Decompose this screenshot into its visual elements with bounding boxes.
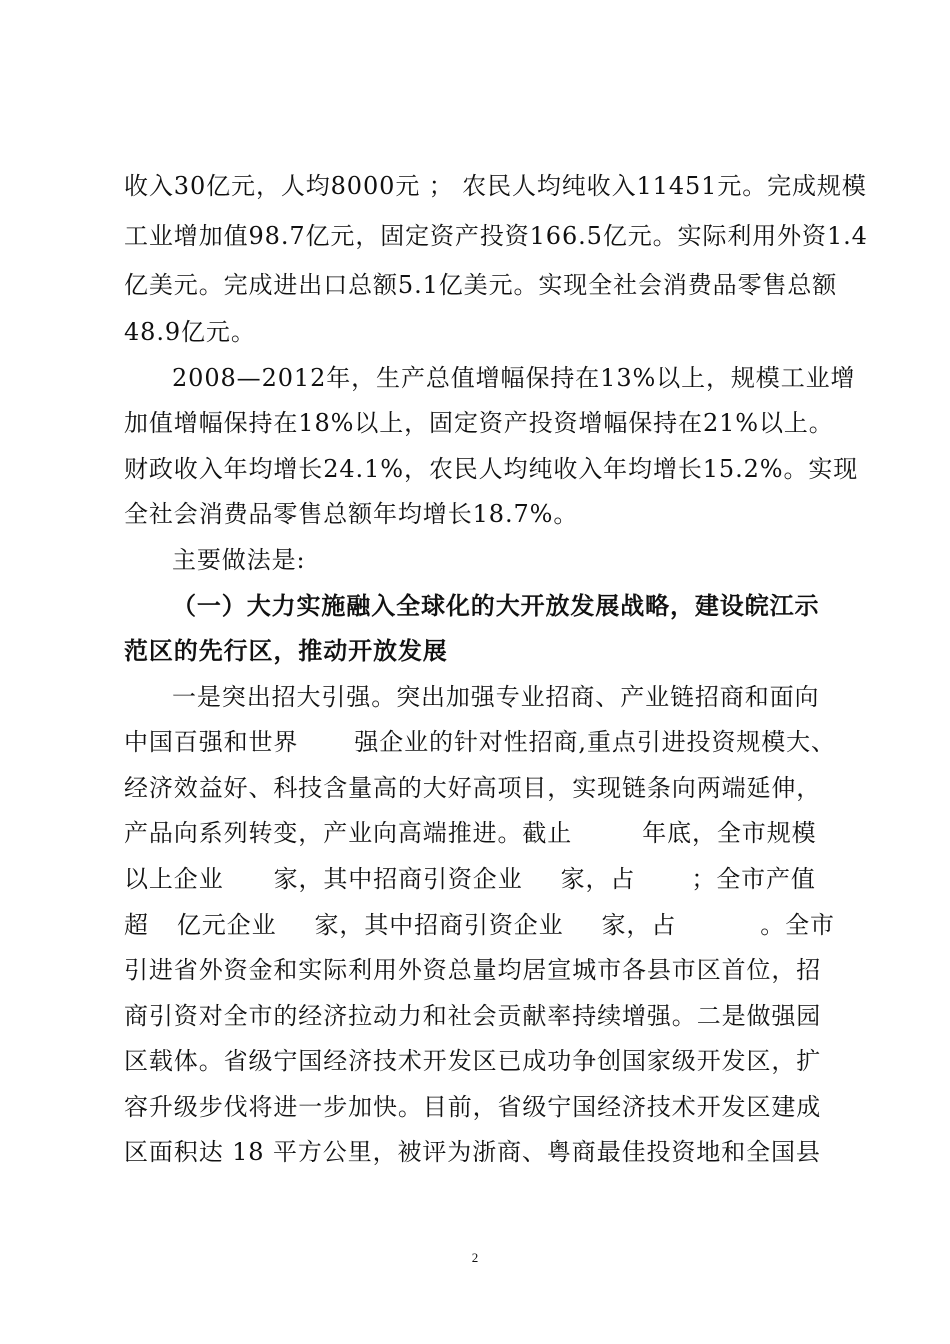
- text-fragment: 强企业的针对性招商,重点引进投资规模大、: [354, 728, 836, 756]
- page-number: 2: [471, 1250, 479, 1265]
- text-fragment: 家，其中招商引资企业: [314, 911, 564, 939]
- section-heading: （一）大力实施融入全球化的大开放发展战略，建设皖江示: [172, 592, 820, 620]
- text-line: 引进省外资金和实际利用外资总量均居宣城市各县市区首位，招: [124, 956, 822, 984]
- text-fragment: 年底，全市规模: [642, 819, 817, 847]
- text-fragment: 家，占: [560, 865, 636, 893]
- text-line: 收入30亿元，人均8000元 ； 农民人均纯收入11451元。完成规模: [124, 172, 867, 200]
- text-line: 区面积达 18 平方公里，被评为浙商、粤商最佳投资地和全国县: [124, 1138, 821, 1166]
- text-line: 亿美元。完成进出口总额5.1亿美元。实现全社会消费品零售总额: [124, 271, 838, 299]
- text-line: 一是突出招大引强。突出加强专业招商、产业链招商和面向: [172, 683, 820, 711]
- text-line: 财政收入年均增长24.1%，农民人均纯收入年均增长15.2%。实现: [124, 455, 859, 483]
- text-line: [124, 864, 834, 894]
- text-fragment: 中国百强和世界: [124, 728, 299, 756]
- text-fragment: 超: [124, 911, 149, 939]
- text-line: [124, 910, 834, 940]
- text-fragment: 以上企业: [124, 865, 224, 893]
- text-fragment: 亿元企业: [176, 911, 277, 939]
- text-fragment: 家，其中招商引资企业: [273, 865, 523, 893]
- text-line: 经济效益好、科技含量高的大好高项目，实现链条向两端延伸，: [124, 774, 822, 802]
- text-line: [124, 818, 834, 848]
- text-line: [124, 727, 834, 757]
- text-line: 2008—2012年，生产总值增幅保持在13%以上，规模工业增: [172, 364, 856, 392]
- text-fragment: 家，占: [601, 911, 677, 939]
- text-line: 48.9亿元。: [124, 318, 256, 346]
- text-line: 主要做法是:: [172, 546, 306, 574]
- text-line: 商引资对全市的经济拉动力和社会贡献率持续增强。二是做强园: [124, 1002, 822, 1030]
- text-line: 全社会消费品零售总额年均增长18.7%。: [124, 500, 579, 528]
- text-line: 区载体。省级宁国经济技术开发区已成功争创国家级开发区，扩: [124, 1047, 822, 1075]
- text-line: 工业增加值98.7亿元，固定资产投资166.5亿元。实际利用外资1.4: [124, 222, 868, 250]
- section-heading: 范区的先行区，推动开放发展: [124, 637, 448, 665]
- text-fragment: ；全市产值: [691, 865, 816, 893]
- text-fragment: 产品向系列转变，产业向高端推进。截止: [124, 819, 573, 847]
- text-line: 加值增幅保持在18%以上，固定资产投资增幅保持在21%以上。: [124, 409, 834, 437]
- text-line: 容升级步伐将进一步加快。目前，省级宁国经济技术开发区建成: [124, 1093, 822, 1121]
- text-fragment: 。全市: [760, 911, 835, 939]
